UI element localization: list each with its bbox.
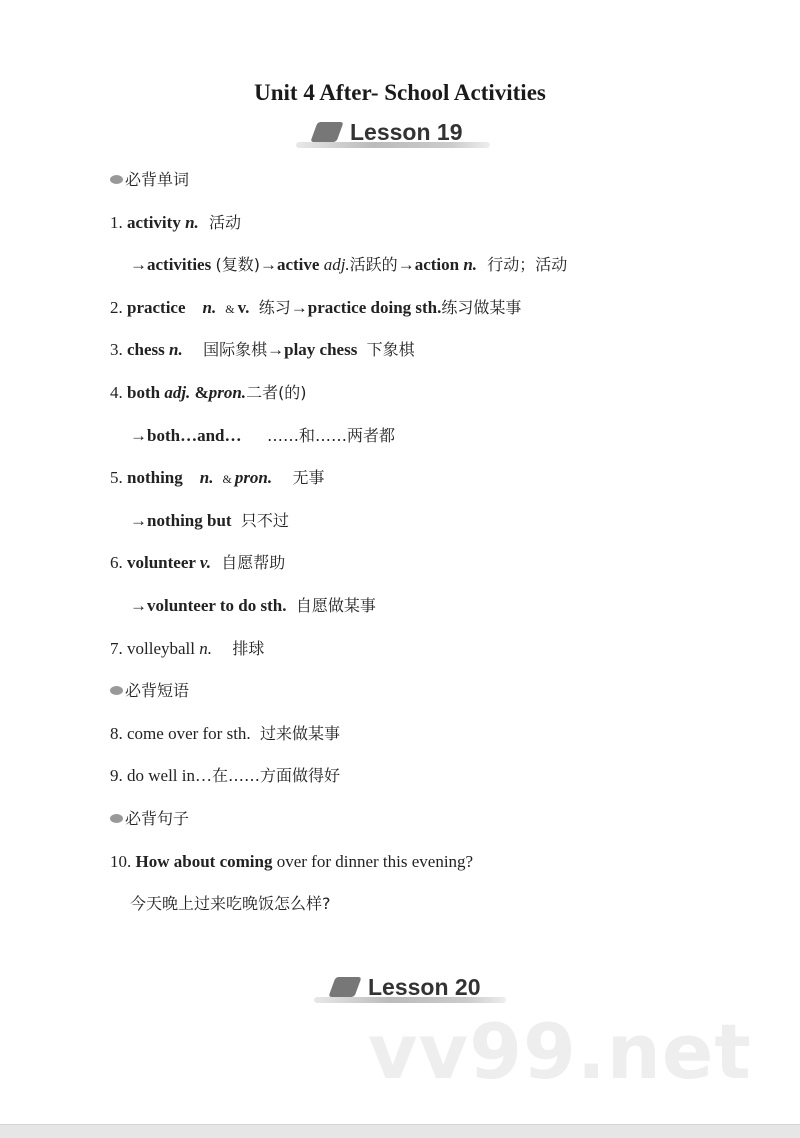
graduation-cap-icon (310, 122, 343, 142)
lesson-20-banner (314, 973, 506, 1007)
text-segment: volunteer (127, 553, 200, 573)
text-segment: 自愿做某事 (290, 596, 376, 615)
vocab-line (110, 212, 241, 234)
text-segment: over for dinner this evening? (272, 851, 474, 871)
flower-bullet-icon (110, 175, 123, 184)
lesson-19-banner (296, 118, 490, 152)
text-segment: n. (199, 638, 212, 658)
vocab-line (130, 254, 567, 276)
text-segment: 自愿帮助 (211, 553, 286, 573)
text-segment: 只不过 (235, 510, 289, 530)
text-segment: 活动 (198, 212, 241, 232)
text-segment: n. (185, 212, 199, 232)
bottom-bar (0, 1124, 800, 1138)
text-segment: →action (397, 255, 464, 275)
text-segment: pron. (208, 383, 247, 402)
text-segment: 4. (110, 383, 127, 402)
text-segment: →practice doing sth. (290, 297, 442, 317)
text-segment: 必背单词 (125, 170, 190, 189)
section-heading (110, 680, 189, 702)
text-segment: 1. (110, 212, 127, 232)
vocab-line (130, 595, 376, 617)
text-segment: →both…and… (130, 425, 267, 445)
text-segment: pron. (234, 468, 273, 488)
text-segment: 9. do well in… (110, 766, 212, 786)
text-segment: n. (169, 340, 183, 360)
text-segment: 10. (110, 851, 136, 871)
lesson-19-heading: Lesson 19 (350, 119, 463, 145)
text-segment: 在……方面做得好 (212, 766, 341, 786)
text-segment: v. (199, 553, 212, 573)
text-segment: v. (237, 297, 254, 317)
text-segment: n. (463, 255, 478, 275)
text-segment: →play chess (267, 340, 362, 360)
text-segment: & (194, 383, 209, 402)
text-segment: 必背短语 (125, 681, 190, 701)
vocab-line (110, 297, 521, 320)
vocab-line (110, 765, 340, 787)
text-segment: 过来做某事 (254, 723, 341, 743)
lesson-20-heading: Lesson 20 (368, 974, 481, 1000)
text-segment: 6. (110, 553, 127, 573)
flower-bullet-icon (110, 814, 123, 823)
flower-bullet-icon (110, 686, 123, 695)
text-segment: chess (127, 340, 170, 360)
vocab-line (130, 893, 331, 915)
text-segment: 必背句子 (125, 809, 190, 828)
text-segment: →nothing but (130, 510, 236, 530)
text-segment: →volunteer to do sth. (130, 596, 291, 615)
text-segment: activity (127, 212, 186, 232)
vocab-line (110, 638, 264, 660)
text-segment: 2. (110, 297, 127, 317)
text-segment: & (216, 301, 238, 316)
text-segment: (复数) (215, 255, 260, 275)
text-segment: ……和……两者都 (266, 425, 395, 445)
text-segment: n. (202, 297, 217, 317)
text-segment: 二者(的) (246, 383, 307, 402)
section-heading (110, 169, 189, 191)
vocab-line (130, 425, 395, 447)
text-segment: 练习 (253, 297, 291, 317)
text-segment: 无事 (272, 468, 325, 488)
text-segment: practice (127, 297, 203, 317)
text-segment: →active (259, 255, 324, 275)
text-segment: 7. volleyball (110, 638, 200, 658)
watermark: vv99.net (368, 1007, 752, 1096)
vocab-line (110, 339, 415, 361)
text-segment: How about coming (135, 851, 273, 871)
text-segment: 活跃的 (349, 255, 398, 275)
text-segment: adj. (323, 255, 350, 275)
text-segment: both (127, 383, 165, 402)
text-segment: 排球 (211, 638, 265, 658)
vocab-line (130, 510, 289, 532)
unit-title: Unit 4 After- School Activities (254, 80, 546, 105)
text-segment: 今天晚上过来吃晚饭怎么样? (130, 894, 331, 914)
text-segment: 下象棋 (361, 340, 415, 360)
text-segment: adj. (164, 383, 195, 402)
vocab-line (110, 723, 340, 745)
graduation-cap-icon (328, 977, 361, 997)
text-segment: nothing (127, 468, 200, 488)
text-segment: 练习做某事 (441, 297, 522, 317)
text-segment: 5. (110, 468, 127, 488)
vocab-line (110, 552, 285, 574)
vocab-line (110, 467, 325, 490)
text-segment: 行动；活动 (477, 255, 568, 275)
text-segment: →activities (130, 255, 216, 275)
text-segment: 3. (110, 340, 127, 360)
text-segment: n. (199, 468, 214, 488)
vocab-line (110, 851, 473, 873)
section-heading (110, 808, 189, 830)
text-segment: 国际象棋 (182, 340, 268, 360)
text-segment: & (213, 472, 235, 487)
text-segment: 8. come over for sth. (110, 723, 255, 743)
vocab-line (110, 382, 307, 404)
